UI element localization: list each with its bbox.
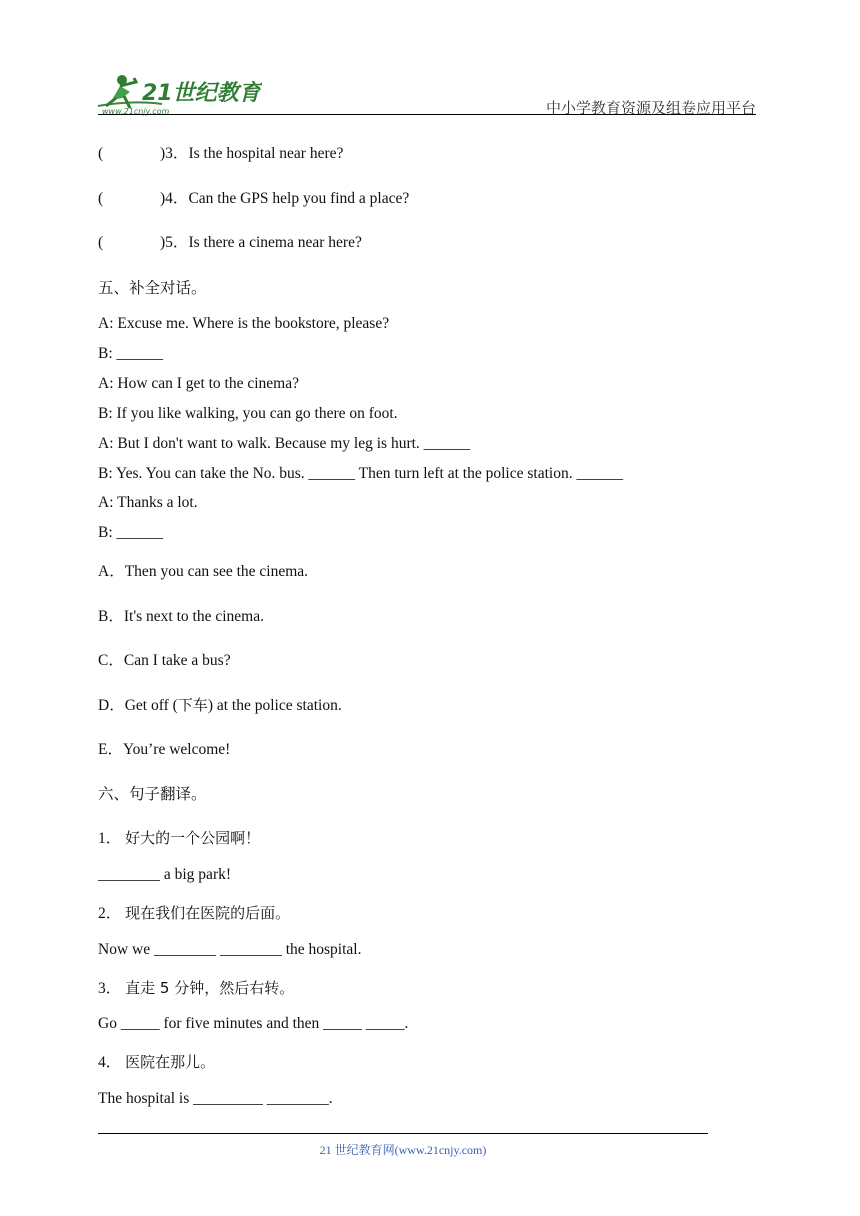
option-c: C．Can I take a bus? — [98, 652, 231, 669]
dialogue-line: A: How can I get to the cinema? — [98, 375, 299, 392]
dialogue-line: B: ______ — [98, 524, 164, 541]
dialogue-line: A: Thanks a lot. — [98, 494, 198, 511]
judge-item-5: ( )5．Is there a cinema near here? — [98, 234, 362, 251]
translate-answer-3[interactable]: Go _____ for five minutes and then _____ _____. — [98, 1015, 409, 1032]
answer-paren[interactable]: ( — [98, 145, 104, 162]
judge-item-3: ( )3．Is the hospital near here? — [98, 145, 344, 162]
dialogue-line: A: Excuse me. Where is the bookstore, please? — [98, 315, 390, 332]
footer-link[interactable]: 21 世纪教育网(www.21cnjy.com) — [319, 1143, 487, 1157]
translate-prompt-3: 3． 直走 5 分钟，然后右转。 — [98, 979, 295, 997]
footer-divider — [98, 1133, 708, 1134]
header-platform-text: 中小学教育资源及组卷应用平台 — [545, 99, 756, 117]
section-6-title: 六、句子翻译。 — [98, 785, 207, 803]
option-e: E．You’re welcome! — [98, 741, 231, 758]
option-a: A．Then you can see the cinema. — [98, 563, 309, 580]
judge-item-4: ( )4．Can the GPS help you find a place? — [98, 190, 410, 207]
dialogue-line: B: If you like walking, you can go there on foot. — [98, 405, 398, 422]
translate-prompt-4: 4． 医院在那儿。 — [98, 1053, 216, 1071]
svg-text:21世纪教育: 21世纪教育 — [142, 81, 261, 106]
option-d: D．Get off (下车) at the police station. — [98, 696, 342, 714]
translate-prompt-2: 2． 现在我们在医院的后面。 — [98, 904, 291, 922]
translate-answer-4[interactable]: The hospital is _________ ________. — [98, 1090, 333, 1107]
dialogue-line: A: But I don't want to walk. Because my leg is hurt. ______ — [98, 435, 471, 452]
option-b: B．It's next to the cinema. — [98, 608, 264, 625]
logo-21cnjy — [92, 70, 262, 116]
translate-answer-2[interactable]: Now we ________ ________ the hospital. — [98, 941, 362, 958]
dialogue-line: B: ______ — [98, 345, 164, 362]
section-5-title: 五、补全对话。 — [98, 279, 207, 297]
dialogue-line: B: Yes. You can take the No. bus. ______ Then turn left at the police station. ______ — [98, 465, 623, 482]
answer-paren[interactable]: ( — [98, 234, 104, 251]
translate-answer-1[interactable]: ________ a big park! — [98, 866, 232, 883]
answer-paren[interactable]: ( — [98, 190, 104, 207]
header-divider — [98, 114, 756, 115]
svg-text:www.21cnjy.com: www.21cnjy.com — [102, 107, 170, 116]
translate-prompt-1: 1． 好大的一个公园啊！ — [98, 829, 261, 847]
